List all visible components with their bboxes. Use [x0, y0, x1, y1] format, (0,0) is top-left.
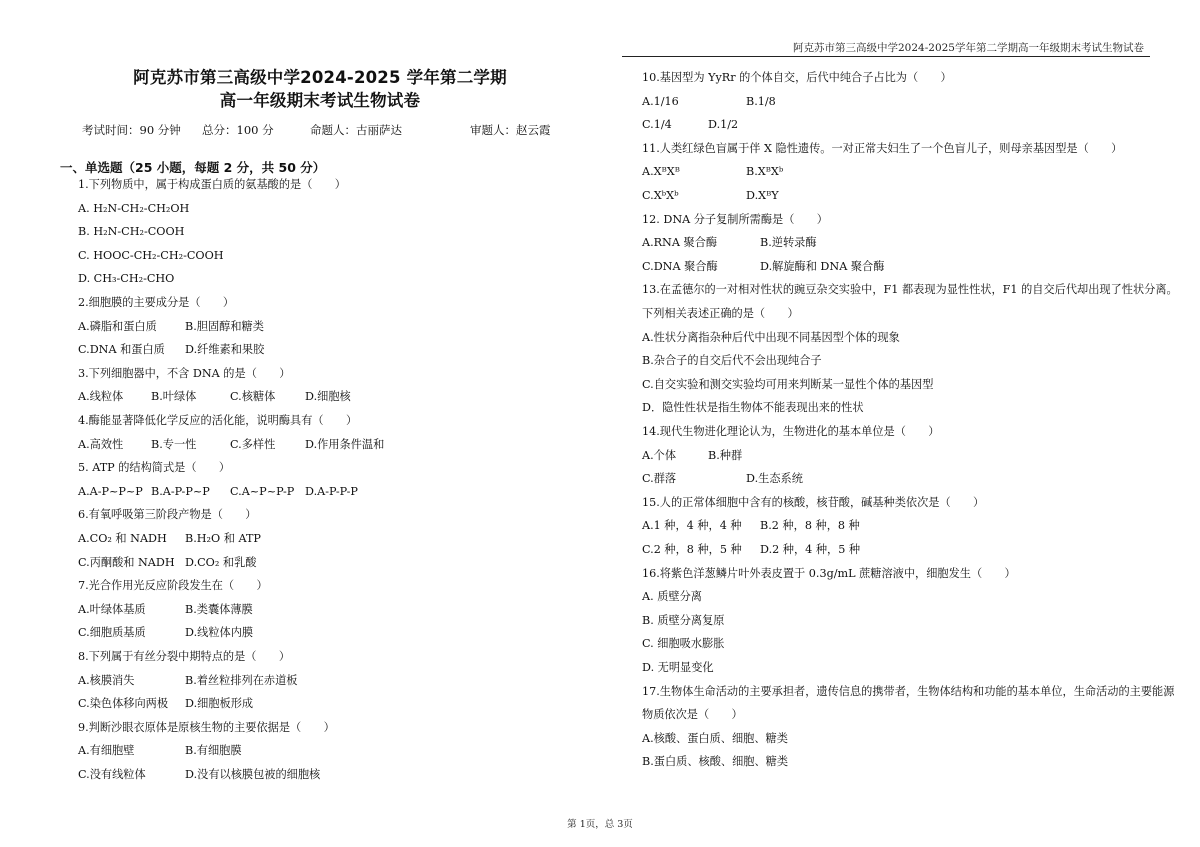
- answer-option: D.没有以核膜包被的细胞核: [185, 768, 321, 781]
- answer-option: C.丙酮酸和 NADH: [78, 555, 175, 569]
- answer-option: C.多样性: [230, 437, 276, 451]
- question-line: 12. DNA 分子复制所需酶是（ ）: [642, 212, 828, 226]
- answer-option: B.2 种，8 种，8 种: [760, 519, 860, 533]
- answer-option: D.生态系统: [746, 472, 803, 486]
- question-line: A. 质壁分离: [642, 590, 702, 604]
- exam-title-line2: 高一年级期末考试生物试卷: [219, 91, 421, 110]
- answer-option: B.有细胞膜: [185, 744, 242, 758]
- question-line: 1.下列物质中，属于构成蛋白质的氨基酸的是（ ）: [78, 178, 346, 191]
- question-line: A.性状分离指杂种后代中出现不同基因型个体的现象: [642, 330, 900, 344]
- answer-option: B.1/8: [746, 94, 776, 108]
- exam-reviewer: 审题人：赵云霞: [470, 123, 551, 137]
- answer-option: D.作用条件温和: [305, 437, 385, 451]
- exam-time: 考试时间：90 分钟: [82, 123, 181, 137]
- question-line: 3.下列细胞器中，不含 DNA 的是（ ）: [78, 366, 291, 380]
- answer-option: B.着丝粒排列在赤道板: [185, 673, 298, 687]
- answer-option: A.有细胞壁: [78, 744, 135, 758]
- answer-option: B.XᴮXᵇ: [746, 165, 784, 179]
- answer-option: C.2 种，8 种，5 种: [642, 543, 742, 556]
- question-line: A.核酸、蛋白质、细胞、糖类: [642, 731, 788, 745]
- answer-option: A.叶绿体基质: [78, 602, 146, 616]
- question-line: 8.下列属于有丝分裂中期特点的是（ ）: [78, 650, 291, 663]
- answer-option: B.叶绿体: [151, 390, 197, 404]
- question-line: 5. ATP 的结构简式是（ ）: [78, 461, 231, 475]
- answer-option: A.线粒体: [78, 390, 124, 404]
- question-line: C. 细胞吸水膨胀: [642, 637, 725, 651]
- answer-option: A.XᴮXᴮ: [642, 165, 680, 179]
- answer-option: D.A-P-P-P: [305, 484, 358, 498]
- question-line: 11.人类红绿色盲属于伴 X 隐性遗传。一对正常夫妇生了一个色盲儿子，则母亲基因型是（ ）: [642, 141, 1123, 155]
- question-line: 14.现代生物进化理论认为，生物进化的基本单位是（ ）: [642, 425, 940, 438]
- question-line: 4.酶能显著降低化学反应的活化能，说明酶具有（ ）: [78, 414, 358, 427]
- answer-option: C.A~P~P-P: [230, 484, 295, 498]
- answer-option: C.XᵇXᵇ: [642, 189, 679, 202]
- answer-option: A.磷脂和蛋白质: [78, 319, 157, 333]
- answer-option: D.线粒体内膜: [185, 626, 254, 640]
- answer-option: A.1/16: [642, 94, 679, 108]
- answer-option: A.高效性: [78, 437, 124, 451]
- exam-total-score: 总分：100 分: [202, 123, 274, 137]
- question-line: 下列相关表述正确的是（ ）: [642, 307, 799, 320]
- answer-option: B.逆转录酶: [760, 236, 817, 250]
- answer-option: B.种群: [708, 448, 743, 462]
- answer-option: A.1 种，4 种，4 种: [642, 519, 742, 533]
- answer-option: C.DNA 和蛋白质: [78, 343, 165, 357]
- exam-title-line1: 阿克苏市第三高级中学2024-2025 学年第二学期: [133, 68, 507, 87]
- question-line: 2.细胞膜的主要成分是（ ）: [78, 296, 235, 309]
- question-line: B. 质壁分离复原: [642, 613, 725, 627]
- answer-option: D.1/2: [708, 118, 739, 132]
- answer-option: B.胆固醇和糖类: [185, 319, 264, 333]
- question-line: 13.在孟德尔的一对相对性状的豌豆杂交实验中，F1 都表现为显性性状，F1 的自交后代却出现了性状分离。: [642, 283, 1178, 297]
- answer-option: D.细胞板形成: [185, 697, 254, 711]
- answer-option: C.没有线粒体: [78, 768, 146, 781]
- question-line: D. 无明显变化: [642, 661, 714, 674]
- answer-option: B.类囊体薄膜: [185, 602, 253, 616]
- running-header: 阿克苏市第三高级中学2024-2025学年第二学期高一年级期末考试生物试卷: [793, 42, 1144, 54]
- answer-option: A.核膜消失: [78, 673, 135, 687]
- header-rule: [622, 56, 1150, 57]
- answer-option: C.核糖体: [230, 390, 276, 404]
- answer-option: A.个体: [642, 448, 677, 462]
- question-line: B. H₂N-CH₂-COOH: [78, 225, 185, 239]
- answer-option: B.A-P-P~P: [151, 484, 210, 498]
- question-line: B.蛋白质、核酸、细胞、糖类: [642, 755, 789, 769]
- answer-option: C.1/4: [642, 118, 672, 132]
- answer-option: D.细胞核: [305, 390, 351, 404]
- question-line: 17.生物体生命活动的主要承担者，遗传信息的携带者，生物体结构和功能的基本单位，生命活动的主要能源: [642, 684, 1175, 698]
- answer-option: B.专一性: [151, 437, 197, 451]
- answer-option: B.H₂O 和 ATP: [185, 532, 261, 545]
- answer-option: C.细胞质基质: [78, 626, 146, 640]
- answer-option: D.2 种，4 种，5 种: [760, 543, 861, 556]
- question-line: 6.有氧呼吸第三阶段产物是（ ）: [78, 508, 257, 522]
- question-line: C.自交实验和测交实验均可用来判断某一显性个体的基因型: [642, 377, 934, 391]
- question-line: D．隐性性状是指生物体不能表现出来的性状: [642, 401, 864, 415]
- question-line: 7.光合作用光反应阶段发生在（ ）: [78, 579, 268, 593]
- answer-option: C.染色体移向两极: [78, 697, 169, 711]
- answer-option: A.RNA 聚合酶: [642, 236, 718, 250]
- answer-option: D.XᴮY: [746, 189, 779, 202]
- question-line: 16.将紫色洋葱鳞片叶外表皮置于 0.3g/mL 蔗糖溶液中，细胞发生（ ）: [642, 566, 1016, 580]
- question-line: D. CH₃-CH₂-CHO: [78, 272, 175, 286]
- answer-option: D.CO₂ 和乳酸: [185, 555, 257, 569]
- question-line: 15.人的正常体细胞中含有的核酸，核苷酸，碱基种类依次是（ ）: [642, 495, 985, 509]
- question-line: A. H₂N-CH₂-CH₂OH: [78, 201, 190, 215]
- question-line: 10.基因型为 YyRr 的个体自交，后代中纯合子占比为（ ）: [642, 71, 952, 84]
- answer-option: A.A-P~P~P: [78, 484, 143, 498]
- answer-option: D.纤维素和果胶: [185, 343, 265, 357]
- answer-option: A.CO₂ 和 NADH: [78, 532, 167, 545]
- question-line: 物质依次是（ ）: [642, 708, 743, 722]
- question-line: B.杂合子的自交后代不会出现纯合子: [642, 354, 822, 368]
- section-heading: 一、单选题（25 小题，每题 2 分，共 50 分）: [60, 160, 326, 175]
- exam-author: 命题人：古丽萨达: [310, 123, 402, 137]
- answer-option: C.群落: [642, 472, 677, 486]
- answer-option: D.解旋酶和 DNA 聚合酶: [760, 259, 885, 273]
- page-footer: 第 1页，总 3页: [567, 819, 633, 830]
- question-line: C. HOOC-CH₂-CH₂-COOH: [78, 248, 224, 262]
- answer-option: C.DNA 聚合酶: [642, 259, 718, 273]
- question-line: 9.判断沙眼衣原体是原核生物的主要依据是（ ）: [78, 720, 335, 734]
